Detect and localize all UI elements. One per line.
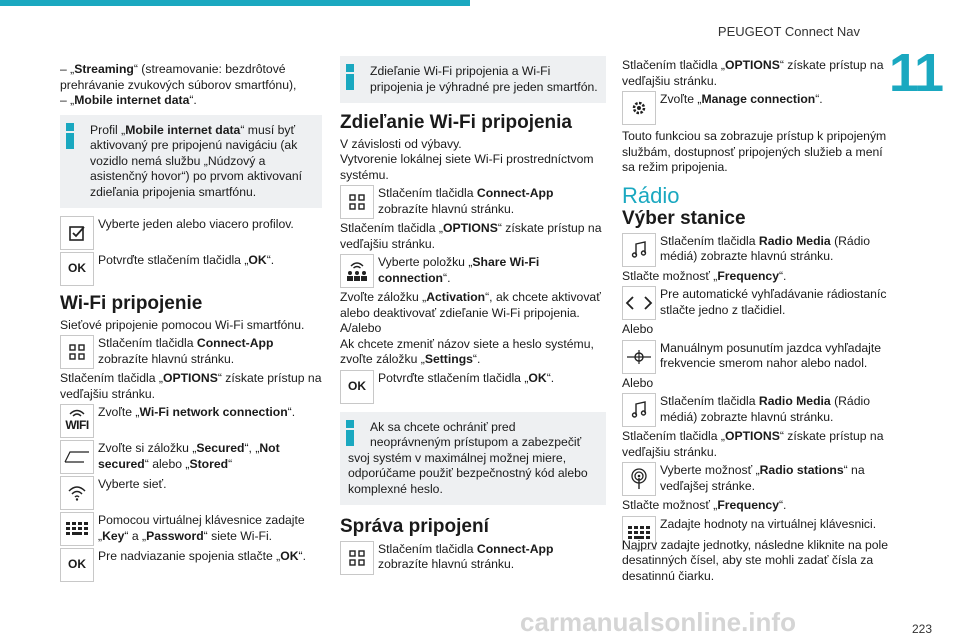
step-confirm-ok: OK Potvrďte stlačením tlačidla „OK“. bbox=[340, 370, 606, 404]
ok-button[interactable]: OK bbox=[340, 370, 374, 404]
step-manage-connection: Zvoľte „Manage connection“. bbox=[622, 91, 894, 125]
step-wifi-network: WIFI Zvoľte „Wi-Fi network connection“. bbox=[60, 404, 322, 438]
heading-station-selection: Výber stanice bbox=[622, 208, 746, 229]
apps-grid-icon[interactable] bbox=[60, 335, 94, 369]
info-icon bbox=[346, 420, 356, 446]
apps-grid-icon[interactable] bbox=[340, 541, 374, 575]
heading-radio: Rádio bbox=[622, 182, 680, 208]
running-head: PEUGEOT Connect Nav bbox=[717, 24, 860, 39]
step-start-connection: OK Pre nadviazanie spojenia stlačte „OK“. bbox=[60, 548, 322, 582]
step-keypad: Zadajte hodnoty na virtuálnej klávesnici. bbox=[622, 516, 894, 550]
activation-text: Zvoľte záložku „Activation“, ak chcete aktivovať alebo deaktivovať zdieľanie Wi-Fi pripojenia. bbox=[340, 290, 601, 320]
or-text: Alebo bbox=[622, 322, 654, 336]
ok-button[interactable]: OK bbox=[60, 548, 94, 582]
options-text: Stlačením tlačidla „OPTIONS“ získate prístup na vedľajšiu stránku. bbox=[340, 221, 602, 251]
step-manual-slider: Manuálnym posunutím jazdca vyhľadajte frekvencie smerom nahor alebo nadol. bbox=[622, 340, 894, 374]
page-number: 223 bbox=[911, 622, 932, 636]
step-auto-search: Pre automatické vyhľadávanie rádiostaníc stlačte jedno z tlačidiel. bbox=[622, 286, 894, 320]
step-select-network: Vyberte sieť. bbox=[60, 476, 322, 510]
mobile-data-item: – „Mobile internet data“. bbox=[60, 93, 197, 107]
info-note-mobile-data: Profil „Mobile internet data“ musí byť aktivovaný pre pripojenú navigáciu (ak vozidlo nemá službu „Núdzový a asistenčný hovor“) po prvom aktivovaní zdieľania pripojenia smartfónu. bbox=[60, 115, 322, 209]
keypad-description: Najprv zadajte jednotky, následne kliknite na pole desatinných čísel, aby ste mohli zadať čísla za desatinnú čiarku. bbox=[622, 537, 889, 583]
column-1 bbox=[60, 62, 322, 584]
wifi-button[interactable]: WIFI bbox=[60, 404, 94, 438]
heading-share-wifi: Zdieľanie Wi-Fi pripojenia bbox=[340, 112, 572, 133]
step-radio-stations: Vyberte možnosť „Radio stations“ na vedľajšej stránke. bbox=[622, 462, 894, 496]
watermark: carmanualsonline.info bbox=[520, 607, 796, 637]
keyboard-icon[interactable] bbox=[60, 512, 94, 546]
settings-text: Ak chcete zmeniť názov siete a heslo systému, zvoľte záložku „Settings“. bbox=[340, 336, 594, 366]
frequency-text: Stlačte možnosť „Frequency“. bbox=[622, 268, 787, 283]
ok-button[interactable]: OK bbox=[60, 252, 94, 286]
music-note-icon[interactable] bbox=[622, 393, 656, 427]
heading-manage-connections: Správa pripojení bbox=[340, 516, 489, 537]
step-confirm-ok: OK Potvrďte stlačením tlačidla „OK“. bbox=[60, 252, 322, 286]
step-connect-app: Stlačením tlačidla Connect-App zobrazíte hlavnú stránku. bbox=[60, 335, 322, 369]
settings-gear-icon[interactable] bbox=[622, 91, 656, 125]
seek-arrows-icon[interactable] bbox=[622, 286, 656, 320]
or-text: Alebo bbox=[622, 375, 654, 390]
heading-wifi-connection: Wi-Fi pripojenie bbox=[60, 293, 203, 314]
options-text: Stlačením tlačidla „OPTIONS“ získate prístup na vedľajšiu stránku. bbox=[60, 371, 322, 401]
wifi-intro: Sieťové pripojenie pomocou Wi-Fi smartfónu. bbox=[60, 317, 305, 332]
radio-tower-icon[interactable] bbox=[622, 462, 656, 496]
options-text-2: Stlačením tlačidla „OPTIONS“ získate prístup na vedľajšiu stránku. bbox=[622, 429, 884, 459]
header-accent-bar bbox=[0, 0, 470, 6]
step-connect-app-2: Stlačením tlačidla Connect-App zobrazíte hlavnú stránku. bbox=[340, 541, 606, 575]
or-text: A/alebo bbox=[340, 321, 382, 335]
share-availability: V závislosti od výbavy. bbox=[340, 136, 462, 151]
wifi-icon bbox=[68, 408, 86, 418]
step-select-profiles: Vyberte jeden alebo viacero profilov. bbox=[60, 216, 322, 250]
apps-grid-icon[interactable] bbox=[340, 185, 374, 219]
chapter-number: 11 bbox=[888, 43, 942, 103]
step-connect-app: Stlačením tlačidla Connect-App zobrazíte hlavnú stránku. bbox=[340, 185, 606, 219]
tab-icon[interactable] bbox=[60, 440, 94, 474]
step-radio-media-2: Stlačením tlačidla Radio Media (Rádio médiá) zobrazte hlavnú stránku. bbox=[622, 393, 894, 427]
manage-description: Touto funkciou sa zobrazuje prístup k pripojeným službám, dostupnosť pripojených služieb a mení sa režim pripojenia. bbox=[622, 129, 887, 174]
info-icon bbox=[346, 64, 356, 90]
step-radio-media: Stlačením tlačidla Radio Media (Rádio médiá) zobrazte hlavnú stránku. bbox=[622, 233, 894, 267]
checkbox-edit-icon[interactable] bbox=[60, 216, 94, 250]
column-2 bbox=[340, 56, 606, 577]
step-share-wifi: Vyberte položku „Share Wi-Fi connection“. bbox=[340, 254, 606, 288]
column-3 bbox=[622, 58, 894, 584]
music-note-icon[interactable] bbox=[622, 233, 656, 267]
share-wifi-icon[interactable] bbox=[340, 254, 374, 288]
wifi-signal-icon[interactable] bbox=[60, 476, 94, 510]
share-description: Vytvorenie lokálnej siete Wi-Fi prostredníctvom systému. bbox=[340, 152, 594, 182]
options-text: Stlačením tlačidla „OPTIONS“ získate prístup na vedľajšiu stránku. bbox=[622, 58, 884, 88]
streaming-item: – „Streaming“ (streamovanie: bezdrôtové prehrávanie zvukových súborov smartfónu), bbox=[60, 62, 297, 92]
step-select-tab: Zvoľte si záložku „Secured“, „Not secured“ alebo „Stored“ bbox=[60, 440, 322, 474]
step-virtual-keyboard: Pomocou virtuálnej klávesnice zadajte „Key“ a „Password“ siete Wi-Fi. bbox=[60, 512, 322, 546]
frequency-text-2: Stlačte možnosť „Frequency“. bbox=[622, 498, 787, 512]
info-note-exclusive: Zdieľanie Wi-Fi pripojenia a Wi-Fi pripojenia je výhradné pre jeden smartfón. bbox=[340, 56, 606, 103]
info-icon bbox=[66, 123, 76, 149]
info-note-security: Ak sa chcete ochrániť pred neoprávneným prístupom a zabezpečiť svoj systém v maximálnej možnej miere, odporúčame použiť bezpečnostný kód alebo komplexné heslo. bbox=[340, 412, 606, 506]
slider-icon[interactable] bbox=[622, 340, 656, 374]
